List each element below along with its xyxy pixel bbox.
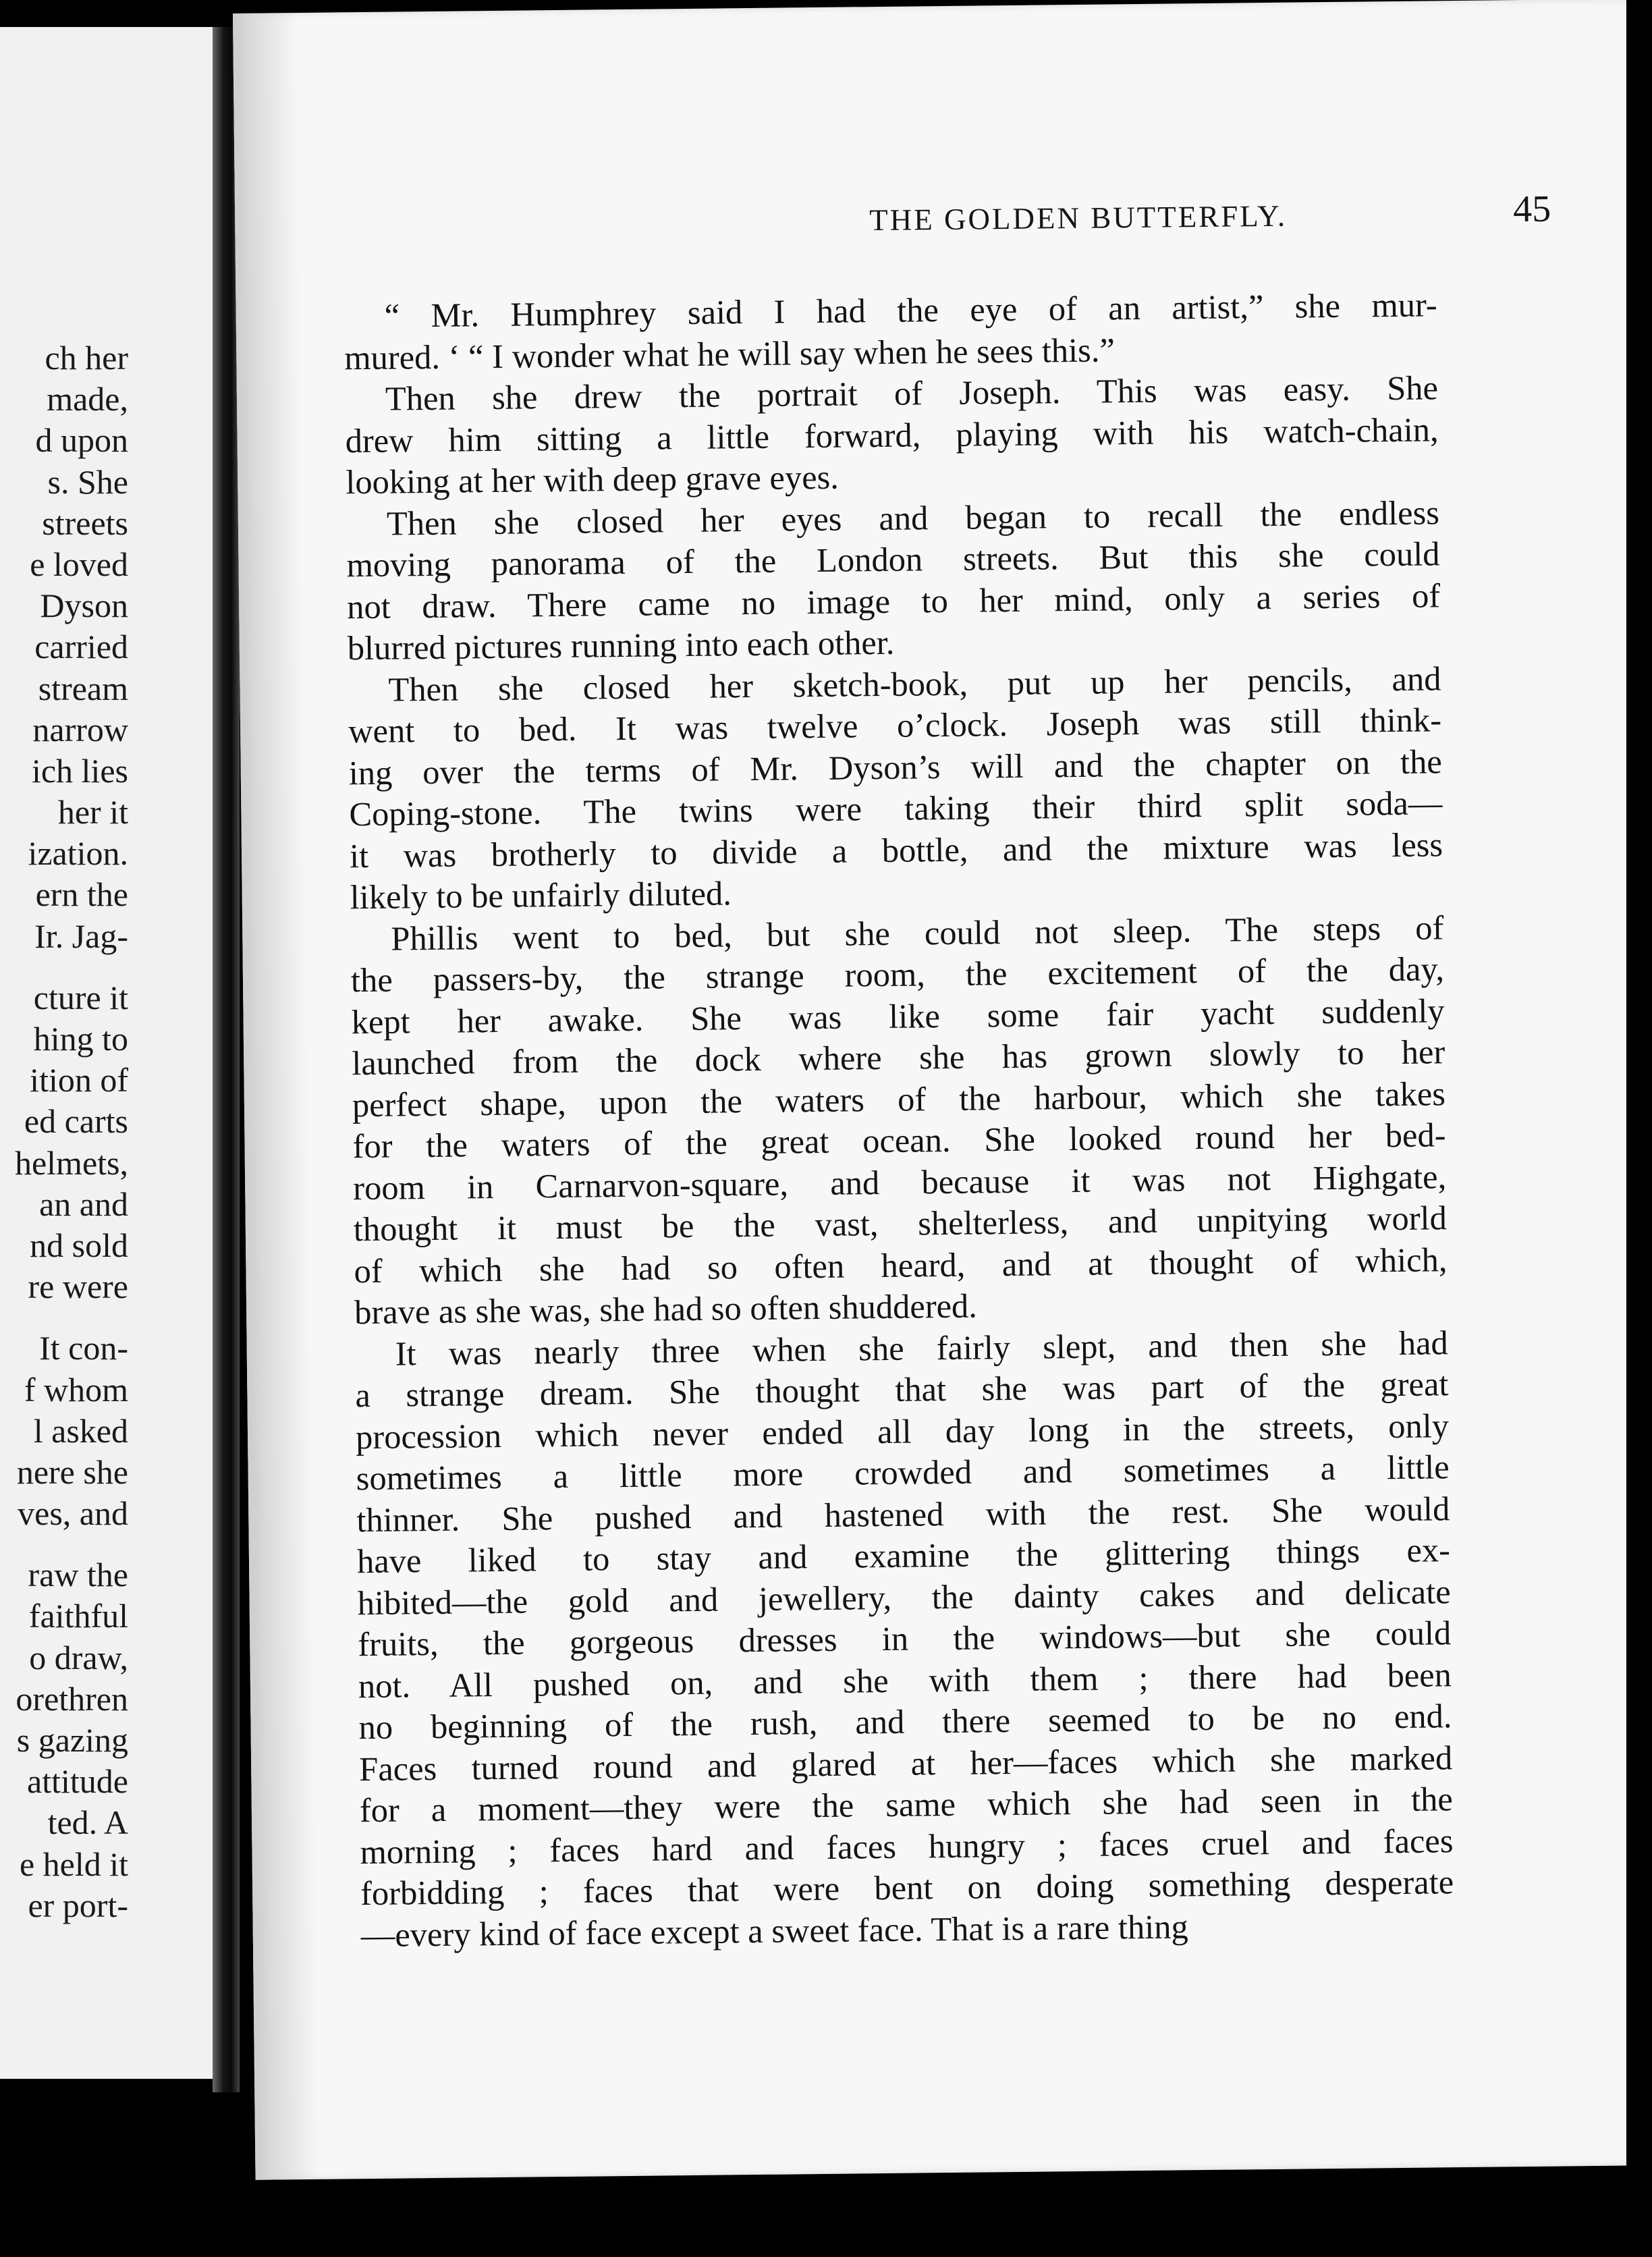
text-line: went to bed. It was twelve o’clock. Joseph was still think- xyxy=(348,701,1442,751)
text-line: Coping-stone. The twins were taking their third split soda— xyxy=(349,784,1443,834)
paragraph xyxy=(348,658,1443,919)
text-line: Then she drew the portrait of Joseph. This was easy. She xyxy=(385,369,1439,418)
left-page-line: s gazing xyxy=(16,1721,128,1759)
left-page-line: an and xyxy=(39,1185,128,1223)
left-page-line: made, xyxy=(47,380,128,418)
left-page-line: attitude xyxy=(27,1762,128,1801)
text-line: the passers-by, the strange room, the excitement of the day, xyxy=(350,950,1445,1000)
text-line: likely to be unfairly diluted. xyxy=(350,874,732,917)
left-page-line: ted. A xyxy=(47,1803,128,1842)
text-line: blurred pictures running into each other. xyxy=(347,623,895,668)
text-line: a strange dream. She thought that she was part of the great xyxy=(355,1365,1449,1415)
left-page-line: e held it xyxy=(19,1845,128,1883)
text-line: no beginning of the rush, and there seemed to be no end. xyxy=(358,1697,1452,1747)
text-line: mured. ‘ “ I wonder what he will say when he sees this.” xyxy=(344,330,1116,377)
text-line: sometimes a little more crowded and sometimes a little xyxy=(356,1448,1450,1498)
left-page-text xyxy=(0,337,128,1926)
page-header xyxy=(633,188,1632,238)
running-head: THE GOLDEN BUTTERFLY. xyxy=(869,198,1288,238)
text-line: ing over the terms of Mr. Dyson’s will and the chapter on the xyxy=(348,742,1442,792)
left-page-line: ich lies xyxy=(31,751,128,790)
left-page-line: d upon xyxy=(35,421,128,460)
left-page-line xyxy=(0,957,128,977)
text-line: Then she closed her sketch-book, put up her pencils, and xyxy=(388,659,1441,709)
right-page xyxy=(233,0,1649,2180)
text-line: kept her awake. She was like some fair yacht suddenly xyxy=(351,991,1445,1041)
text-line: —every kind of face except a sweet face. That is a rare thing xyxy=(360,1907,1188,1954)
left-page-line xyxy=(0,1307,128,1328)
text-line: it was brotherly to divide a bottle, and the mixture was less xyxy=(349,825,1443,875)
left-page-line: nd sold xyxy=(30,1226,128,1264)
left-page-line: ch her xyxy=(45,339,128,377)
text-line: have liked to stay and examine the glittering things ex- xyxy=(356,1531,1451,1581)
left-page-line: s. She xyxy=(47,462,128,501)
text-line: procession which never ended all day long in the streets, only xyxy=(355,1406,1450,1456)
book-gutter xyxy=(213,27,240,2092)
left-page-line: nere she xyxy=(16,1452,128,1491)
left-page-line: er port- xyxy=(28,1886,128,1924)
text-line: Phillis went to bed, but she could not sleep. The steps of xyxy=(391,908,1444,958)
left-page-line: stream xyxy=(38,669,128,707)
left-page-line: raw the xyxy=(28,1556,128,1594)
paragraph xyxy=(354,1322,1454,1956)
page-shadow xyxy=(233,13,320,2180)
left-page-line: carried xyxy=(34,628,128,666)
text-line: Faces turned round and glared at her—faces which she marked xyxy=(358,1738,1453,1788)
paragraph xyxy=(350,907,1448,1334)
scan-border-bottom xyxy=(0,2180,1652,2257)
text-line: launched from the dock where she has grown slowly to her xyxy=(352,1033,1446,1083)
text-line: looking at her with deep grave eyes. xyxy=(345,458,839,501)
left-page-line: helmets, xyxy=(14,1143,128,1182)
text-line: not draw. There came no image to her mind, only a series of xyxy=(346,576,1441,626)
left-page-line: ition of xyxy=(30,1061,128,1099)
text-line: drew him sitting a little forward, playing with his watch-chain, xyxy=(345,410,1439,460)
text-line: of which she had so often heard, and at thought of which, xyxy=(354,1240,1448,1290)
left-page-line: narrow xyxy=(32,710,128,749)
text-line: room in Carnarvon-square, and because it was not Highgate, xyxy=(352,1157,1447,1207)
body-text xyxy=(343,284,1454,1956)
text-line: hibited—the gold and jewellery, the dainty cakes and delicate xyxy=(357,1572,1451,1622)
text-line: perfect shape, upon the waters of the harbour, which she takes xyxy=(352,1074,1446,1124)
left-page-line: l asked xyxy=(33,1411,128,1450)
left-page-line: Ir. Jag- xyxy=(34,917,128,955)
left-page-line: ed carts xyxy=(24,1102,128,1141)
left-page-line: re were xyxy=(28,1268,128,1306)
left-page-line: Dyson xyxy=(40,587,128,625)
text-line: It was nearly three when she fairly slept, and then she had xyxy=(395,1323,1449,1373)
paragraph xyxy=(346,492,1441,670)
left-page-line: hing to xyxy=(33,1020,128,1058)
left-page-line xyxy=(0,1534,128,1554)
left-page-line: It con- xyxy=(39,1329,128,1367)
left-page-line: faithful xyxy=(28,1597,128,1635)
left-page-line: streets xyxy=(42,504,128,542)
left-page-line: o draw, xyxy=(29,1638,128,1677)
left-page-line: orethren xyxy=(16,1679,128,1718)
left-page-line: her it xyxy=(57,793,128,832)
left-page-line: f whom xyxy=(24,1370,128,1409)
text-line: “ Mr. Humphrey said I had the eye of an artist,” she mur- xyxy=(384,285,1437,335)
left-page-line: e loved xyxy=(30,545,128,583)
text-line: brave as she was, she had so often shuddered. xyxy=(354,1286,978,1332)
left-page-line: ern the xyxy=(35,875,128,914)
text-line: for a moment—they were the same which she had seen in the xyxy=(359,1780,1454,1830)
left-facing-page xyxy=(0,27,223,2079)
text-line: thinner. She pushed and hastened with the rest. She would xyxy=(356,1489,1450,1539)
text-line: thought it must be the vast, shelterless, and unpitying world xyxy=(353,1199,1448,1249)
text-line: moving panorama of the London streets. But this she could xyxy=(346,535,1440,584)
text-line: Then she closed her eyes and began to recall the endless xyxy=(386,493,1440,543)
text-line: morning ; faces hard and faces hungry ; faces cruel and faces xyxy=(360,1821,1454,1871)
left-page-line: cture it xyxy=(33,978,128,1016)
paragraph xyxy=(343,284,1437,379)
text-line: fruits, the gorgeous dresses in the windows—but she could xyxy=(358,1614,1452,1664)
scan-border-right xyxy=(1626,0,1652,2257)
text-line: forbidding ; faces that were bent on doing something desperate xyxy=(360,1863,1454,1913)
text-line: for the waters of the great ocean. She looked round her bed- xyxy=(352,1116,1446,1166)
page-number: 45 xyxy=(1512,188,1551,231)
left-page-line: ization. xyxy=(28,834,128,873)
left-page-line: ves, and xyxy=(18,1494,128,1533)
text-line: not. All pushed on, and she with them ; there had been xyxy=(358,1655,1452,1705)
paragraph xyxy=(345,367,1439,503)
